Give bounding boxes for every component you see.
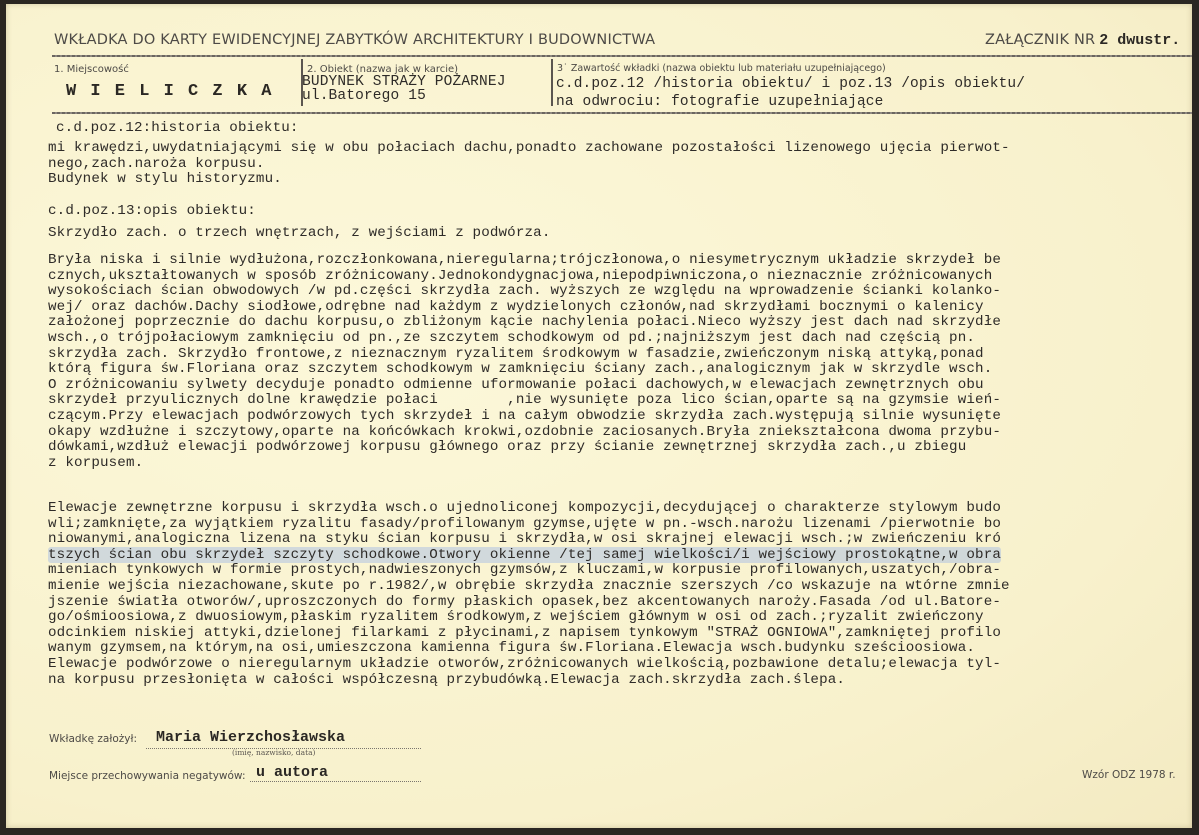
field-divider-2: [551, 59, 553, 106]
text-line: dówkami,wzdłuż elewacji podwórzowej korpusu głównego oraz przy ścianie zewnętrznej skrzydła zach.,u zbiegu: [48, 439, 967, 456]
text-line: Budynek w stylu historyzmu.: [48, 171, 282, 188]
text-line: wej/ oraz dachów.Dachy siodłowe,odrębne nad każdym z wydzielonych członów,nad skrzydłami bocznymi o kalenicy: [48, 298, 984, 315]
text-line: wysokościach ścian obwodowych /w pd.części skrzydła zach. wyższych ze względu na wprowadzenie ścianki kolanko-: [48, 283, 1002, 300]
locality-value: W I E L I C Z K A: [66, 82, 274, 101]
text-line: cznych,ukształtowanych w sposób zróżnicowany.Jednokondygnacjowa,niepodpiwniczona,o nieznacznie zróżnicowanych: [48, 267, 993, 284]
text-line: skrzydeł przyulicznych dolne krawędzie połaci ,nie wysunięte poza lico ścian,oparte są na gzymsie wień-: [48, 392, 1002, 409]
text-line: mienie wejścia niezachowane,skute po r.1982/,w obrębie skrzydła znacznie szerszych /co wskazuje na wtórne zmnie: [48, 577, 1010, 594]
paragraph-elevations: [48, 501, 1010, 688]
attachment-label: ZAŁĄCZNIK NR: [985, 32, 1096, 48]
author-label: Wkładkę założył:: [49, 733, 138, 745]
section-13-heading: c.d.poz.13:opis obiektu:: [48, 203, 256, 219]
text-line: Elewacje podwórzowe o nieregularnym układzie otworów,zróżnicowanych wielkością,pozbawione detalu;elewacja tyl-: [48, 655, 1002, 672]
form-title: WKŁADKA DO KARTY EWIDENCYJNEJ ZABYTKÓW ARCHITEKTURY I BUDOWNICTWA: [54, 32, 656, 48]
contents-value: [556, 75, 1025, 111]
locality-label: 1. Miejscowość: [54, 64, 129, 75]
object-value: [302, 75, 506, 103]
text-line: na korpusu przesłonięta w całości współczesną przybudówką.Elewacja zach.skrzydła zach.ślepa.: [48, 671, 846, 688]
section-12-heading: c.d.poz.12:historia obiektu:: [56, 120, 299, 136]
text-line: okapy wzdłużne i szczytowy,oparte na końcówkach krokwi,ozdobnie zaciosanych.Bryła zniekształcona dwoma przybu-: [48, 423, 1002, 440]
contents-label: 3˙ Zawartość wkładki (nazwa obiektu lub materiału uzupełniającego): [557, 63, 886, 74]
header-rule: [52, 55, 1192, 57]
object-label: 2. Obiekt (nazwa jak w karcie): [307, 64, 459, 75]
paragraph-massing: [48, 253, 1001, 471]
negatives-label: Miejsce przechowywania negatywów:: [49, 770, 246, 782]
text-line: którą figura św.Floriana oraz szczytem schodkowym w zamknięciu ściany zach.,analogicznym jak w skrzydle wsch.: [48, 361, 993, 378]
object-address: ul.Batorego 15: [302, 88, 426, 104]
record-card: [6, 4, 1192, 828]
text-line: założonej poprzecznie do dachu korpusu,o zbliżonym kącie nachylenia połaci.Nieco wyższy jest dach nad skrzydłe: [48, 314, 1002, 331]
attachment-number: [985, 31, 1180, 49]
contents-line-2: na odwrociu: fotografie uzupełniające: [556, 94, 884, 110]
text-line: skrzydła zach. Skrzydło frontowe,z nieznacznym ryzalitem środkowym w fasadzie,zwieńczonym niską attyką,ponad: [48, 345, 984, 362]
form-version: Wzór ODZ 1978 r.: [1082, 769, 1176, 781]
object-name: BUDYNEK STRAŻY POŻARNEJ: [302, 74, 506, 90]
contents-line-1: c.d.poz.12 /historia obiektu/ i poz.13 /opis obiektu/: [556, 76, 1026, 92]
attachment-value: 2 dwustr.: [1099, 32, 1181, 49]
text-line: niowanymi,analogiczna lizena na styku ścian korpusu i skrzydła,w osi skrajnej elewacji wsch.;w zwieńczeniu kró: [48, 531, 1002, 548]
negatives-value: u autora: [256, 764, 329, 781]
text-line: wsch.,o trójpołaciowym zamknięciu od pn.,ze szczytem schodkowym od pd.;najniższym jest dach nad częścią pn.: [48, 329, 976, 346]
text-line: Elewacje zewnętrzne korpusu i skrzydła wsch.o ujednoliconej kompozycji,decydującej o charakterze stylowym budo: [48, 500, 1002, 516]
fields-rule: [52, 112, 1192, 114]
text-line: nego,zach.naroża korpusu.: [48, 155, 265, 172]
text-line: go/ośmioosiowa,z dwuosiowym,płaskim ryzalitem środkowym,z wejściem głównym w osi od zach.;ryzalit zwieńczony: [48, 609, 984, 626]
text-line: wanym gzymsem,na którym,na osi,umieszczona kamienna figura św.Floriana.Elewacja wsch.budynku sześcioosiowa.: [48, 640, 976, 657]
text-line: wli;zamknięte,za wyjątkiem ryzalitu fasady/profilowanym gzymse,ujęte w pn.-wsch.narożu lizenami /pierwotnie bo: [48, 515, 1002, 532]
author-value: Maria Wierzchosławska: [156, 729, 346, 746]
text-line: mieniach tynkowych w formie prostych,nadwieszonych gzymsów,z kluczami,w korpusie profilowanych,uszatych,/obra-: [48, 562, 1002, 579]
text-line: tszych ścian obu skrzydeł szczyty schodkowe.Otwory okienne /tej samej wielkości/i wejściowy prostokątne,w obra: [48, 546, 1002, 563]
section-12-text: [48, 141, 1010, 188]
text-line: jszenie światła otworów/,uproszczonych do formy płaskich opasek,bez akcentowanych naroży.Fasada /od ul.Batore-: [48, 593, 1002, 610]
text-line: mi krawędzi,uwydatniającymi się w obu połaciach dachu,ponadto zachowane pozostałości lizenowego ujęcia pierwot-: [48, 140, 1010, 156]
text-line: z korpusem.: [48, 454, 144, 471]
text-line: odcinkiem niskiej attyki,dzielonej filarkami z płycinami,z napisem tynkowym "STRAŻ OGNIOWA",zamkniętej profilo: [48, 624, 1002, 641]
text-line: czącym.Przy elewacjach podwórzowych tych skrzydeł i na całym obwodzie skrzydła zach.występują silnie wysunięte: [48, 407, 1002, 424]
text-line: Bryła niska i silnie wydłużona,rozczłonkowana,nieregularna;trójczłonowa,o niesymetrycznym układzie skrzydeł be: [48, 252, 1002, 268]
section-13-intro: Skrzydło zach. o trzech wnętrzach, z wejściami z podwórza.: [48, 225, 551, 241]
author-hint: (imię, nazwisko, data): [232, 748, 316, 757]
negatives-line: [250, 781, 421, 782]
text-line: O zróżnicowaniu sylwety decyduje ponadto odmienne uformowanie połaci dachowych,w elewacjach zewnętrznych obu: [48, 376, 984, 393]
